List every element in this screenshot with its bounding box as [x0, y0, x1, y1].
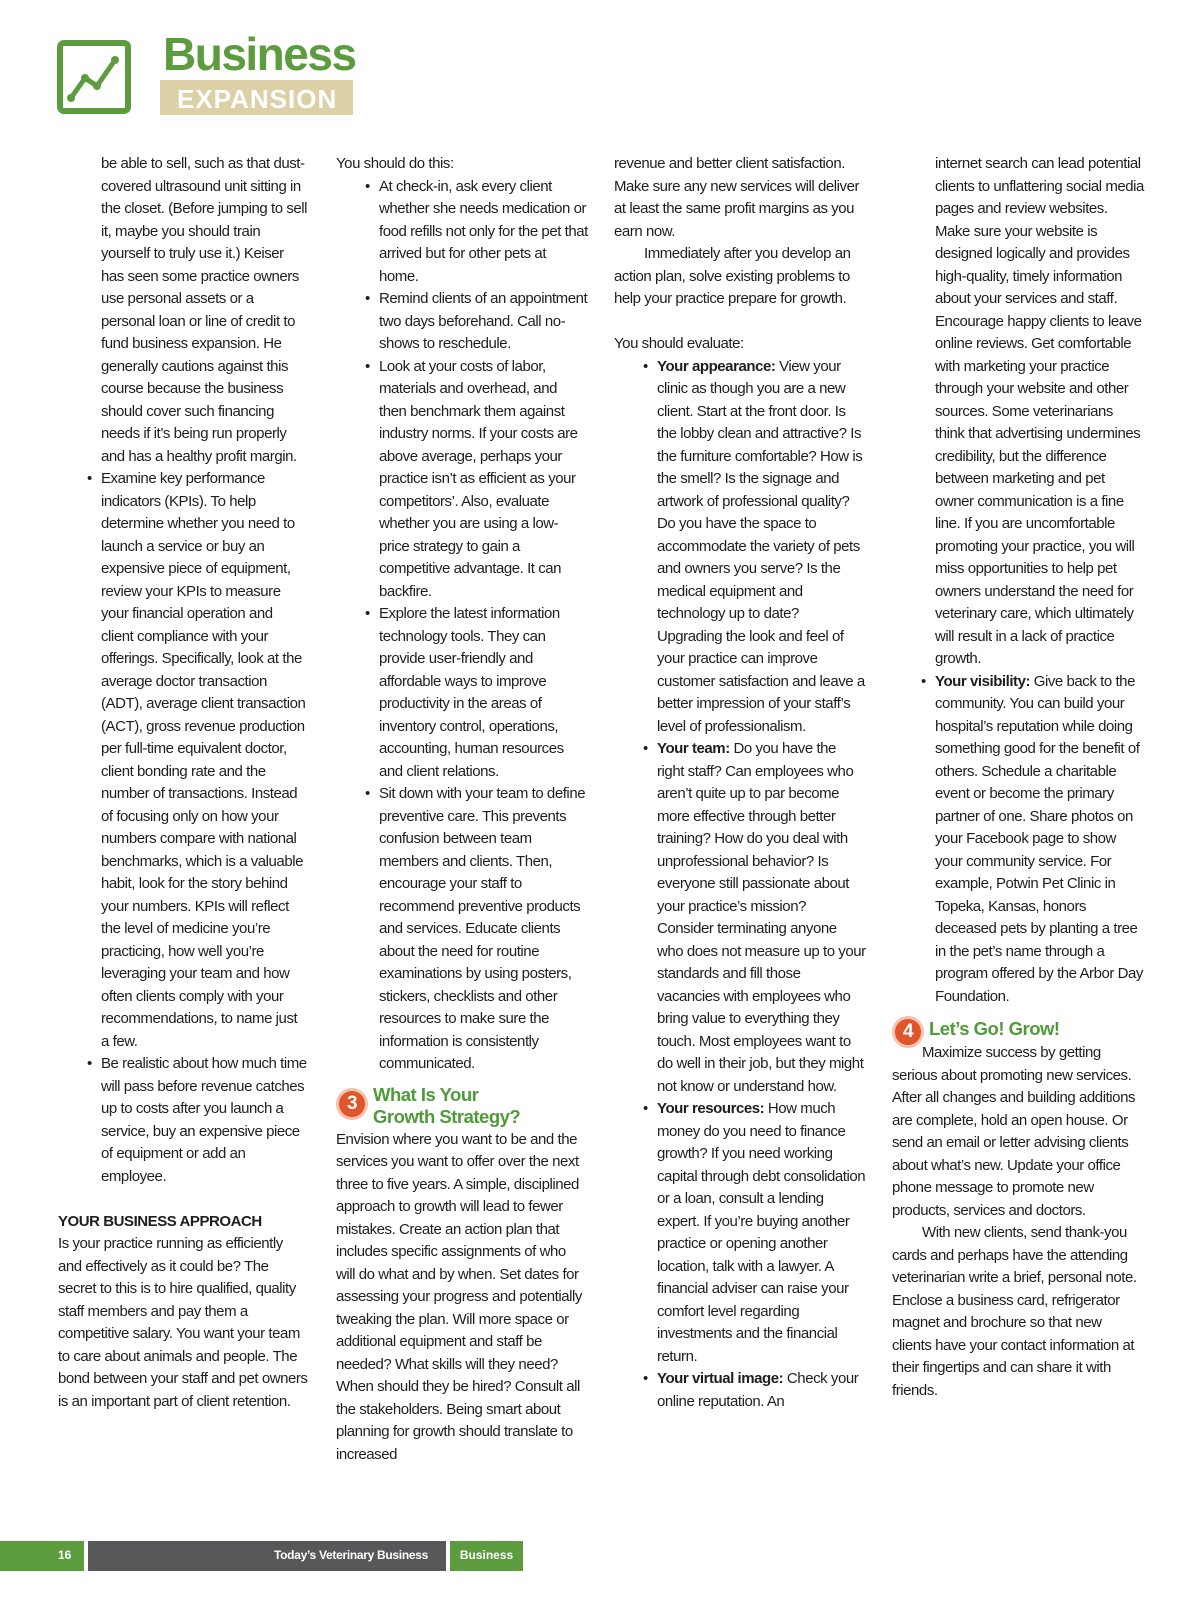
continued-item: internet search can lead potential clients to unflattering social media pages and review websites. Make sure your website is designed logically and provides high-quality, timely information about your services and staff. Encourage happy clients to leave online reviews. Get comfortable with marketing your practice through your website and other sources. Some veterinarians think that advertising undermines credibility, but the difference between marketing and pet owner communication is a fine line. If you are uncomfortable promoting your practice, you will miss opportunities to help pet owners understand the need for veterinary care, which ultimately will result in a lack of practice growth. [935, 155, 1144, 667]
section-name: Business [459, 1548, 514, 1562]
approach-paragraph: Is your practice running as efficiently and effectively as it could be? The secret to this is to hire qualified, quality staff members and pay them a competitive salary. You want your team to care about animals and people. The bond between your staff and pet owners is an important part of client retention. [58, 1235, 308, 1410]
column-2 [336, 153, 588, 1466]
bullet-kpis: • Examine key performance indicators (KPIs). To help determine whether you need to launch a service or buy an expensive piece of equipment, review your KPIs to measure your financial operation and client compliance with your offerings. Specifically, look at the average doctor transaction (ADT), average client transaction (ACT), gross revenue production per full-time equivalent doctor, client bonding rate and the number of transactions. Instead of focusing only on how your numbers compare with national benchmarks, which is a valuable habit, look for the story behind your numbers. KPIs will reflect the level of medicine you’re practicing, how well you’re leveraging your team and how often clients comply with your recommendations, to name just a few. [101, 468, 308, 1053]
bullet-resources: • Your resources: How much money do you need to finance growth? If you need working capital through debt consolidation or a loan, consult a lending expert. If you’re buying another practice or opening another location, talk with a lawyer. A financial adviser can raise your comfort level regarding investments and the financial return. [657, 1098, 866, 1368]
footer-page-block [0, 1541, 84, 1571]
bullet-remind: • Remind clients of an appointment two days beforehand. Call no-shows to reschedule. [379, 288, 588, 356]
section-number-badge: 3 [336, 1088, 368, 1120]
thank-you-paragraph: With new clients, send thank-you cards and perhaps have the attending veterinarian write a brief, personal note. Enclose a business card, refrigerator magnet and brochure so that new clients have your contact information at their fingertips and can share it with friends. [892, 1224, 1137, 1399]
bullet-realistic: • Be realistic about how much time will pass before revenue catches up to costs after you launch a service, buy an expensive piece of equipment or add an employee. [101, 1053, 308, 1188]
bullet-costs: • Look at your costs of labor, materials and overhead, and then benchmark them against industry norms. If your costs are above average, perhaps your practice isn’t as efficient as your competitors’. Also, evaluate whether you are using a low-price strategy to gain a competitive advantage. It can backfire. [379, 356, 588, 604]
growth-strategy-paragraph: Envision where you want to be and the services you want to offer over the next three to five years. A simple, disciplined approach to growth will lead to fewer mistakes. Create an action plan that includes specific assignments of who will do what and by when. Set dates for assessing your progress and potentially tweaking the plan. Will more space or additional equipment and staff be needed? What skills will they need? When should they be hired? Consult all the stakeholders. Being smart about planning for growth should translate to increased [336, 1130, 582, 1463]
section-heading-business-approach: YOUR BUSINESS APPROACH [58, 1212, 262, 1230]
do-this-intro: You should do this: [336, 155, 454, 172]
bullet-technology: • Explore the latest information technology tools. They can provide user-friendly and affordable ways to improve productivity in the areas of inventory control, operations, accounting, human resources and client relations. [379, 603, 588, 783]
action-plan-paragraph: Immediately after you develop an action plan, solve existing problems to help your practice prepare for growth. [614, 245, 851, 307]
page-number: 16 [58, 1548, 72, 1562]
continued-item: be able to sell, such as that dust-covered ultrasound unit sitting in the closet. (Before jumping to sell it, maybe you should train yourself to truly use it.) Keiser has seen some practice owners use personal assets or a personal loan or line of credit to fund business expansion. He generally cautions against this course because the business should cover such financing needs if it’s being run properly and has a healthy profit margin. [101, 155, 308, 465]
page-title: Business [163, 28, 356, 80]
page-subtitle: EXPANSION [177, 84, 338, 114]
bullet-team: • Your team: Do you have the right staff? Can employees who aren’t quite up to par become more effective through better training? How do you deal with unprofessional behavior? Is everyone still passionate about your practice’s mission? Consider terminating anyone who does not measure up to your standards and fill those vacancies with employees who bring value to everything they touch. Most employees want to do well in their job, but they might not know or understand how. [657, 738, 866, 1098]
section-4-title: Let’s Go! Grow! [929, 1018, 1060, 1039]
section-3-title-line-1: What Is Your [373, 1083, 479, 1105]
section-number-badge: 4 [892, 1016, 924, 1048]
section-3-heading [336, 1084, 588, 1129]
bullet-check-in: • At check-in, ask every client whether she needs medication or food refills not only for the pet that arrived but for other pets at home. [379, 176, 588, 289]
column-4 [892, 153, 1144, 1402]
bullet-virtual-image: • Your virtual image: Check your online reputation. An [657, 1368, 866, 1413]
magazine-name: Today’s Veterinary Business [274, 1548, 428, 1562]
bullet-visibility: • Your visibility: Give back to the community. You can build your hospital’s reputation while doing something good for the benefit of others. Schedule a charitable event or become the primary partner of one. Share photos on your Facebook page to show your community service. For example, Potwin Pet Clinic in Topeka, Kansas, honors deceased pets by planting a tree in the pet’s name through a program offered by the Arbor Day Foundation. [935, 671, 1144, 1009]
evaluate-intro: You should evaluate: [614, 335, 744, 352]
line-chart-icon [57, 40, 131, 114]
bullet-appearance: • Your appearance: View your clinic as though you are a new client. Start at the front door. Is the lobby clean and attractive? Is the furniture comfortable? How is the smell? Is the signage and artwork of professional quality? Do you have the space to accommodate the variety of pets and owners you serve? Is the medical equipment and technology up to date? Upgrading the look and feel of your practice can improve customer satisfaction and leave a better impression of your staff’s level of professionalism. [657, 356, 866, 739]
bullet-preventive-care: • Sit down with your team to define preventive care. This prevents confusion between team members and clients. Then, encourage your staff to recommend preventive products and services. Educate clients about the need for routine examinations by using posters, stickers, checklists and other resources to make sure the information is consistently communicated. [379, 783, 588, 1076]
section-3-title-line-2: Growth Strategy? [373, 1105, 521, 1127]
section-4-heading [892, 1018, 1144, 1042]
column-1 [58, 153, 308, 1413]
column-3 [614, 153, 866, 1413]
promote-paragraph: Maximize success by getting serious about promoting new services. After all changes and building additions are complete, hold an open house. Or send an email or letter advising clients about what’s new. Update your office phone message to promote new products, services and doctors. [892, 1044, 1136, 1219]
continued-paragraph: revenue and better client satisfaction. Make sure any new services will deliver at least the same profit margins as you earn now. [614, 155, 860, 240]
